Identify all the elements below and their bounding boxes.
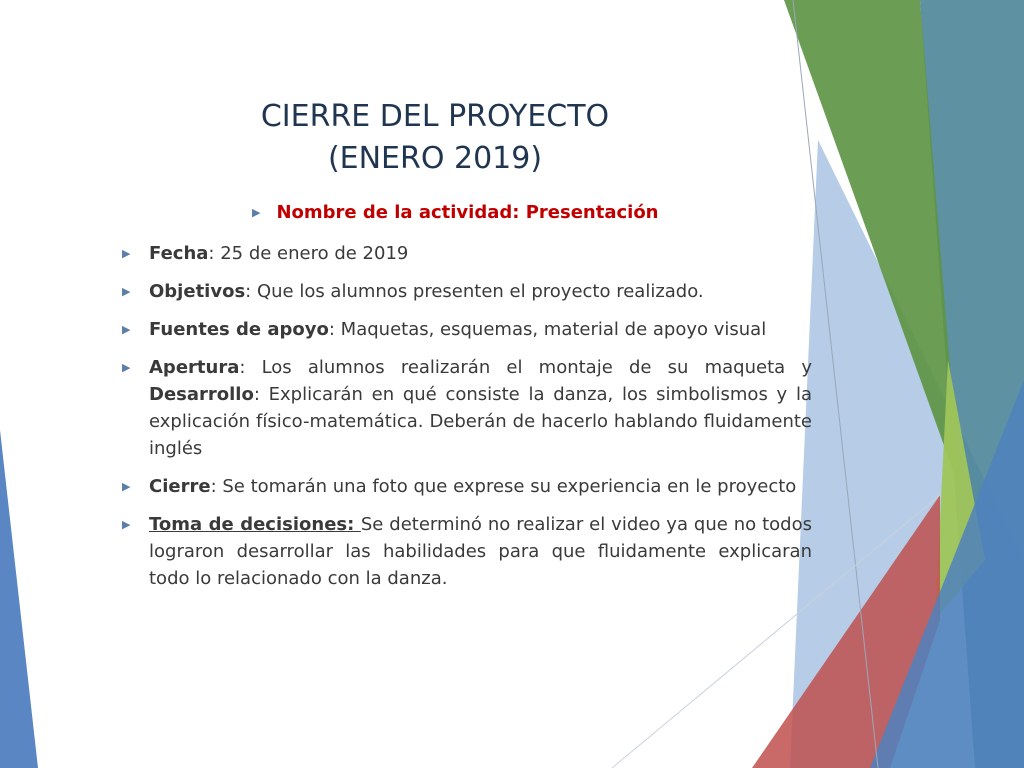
list-item-toma-decisiones bbox=[120, 511, 812, 592]
list-item-cierre bbox=[120, 473, 812, 500]
list-item-objetivos bbox=[120, 278, 812, 305]
item-text: : Maquetas, esquemas, material de apoyo visual bbox=[328, 319, 767, 340]
list-item-fuentes bbox=[120, 316, 812, 343]
slide-title bbox=[200, 96, 670, 180]
item-label: Apertura bbox=[149, 357, 240, 378]
item-label: Cierre bbox=[149, 476, 211, 497]
item-label-desarrollo: Desarrollo bbox=[149, 384, 254, 405]
item-text: : Que los alumnos presenten el proyecto realizado. bbox=[245, 281, 704, 302]
item-label: Fuentes de apoyo bbox=[149, 319, 329, 340]
item-label: Objetivos bbox=[149, 281, 246, 302]
item-text: : Se tomarán una foto que exprese su experiencia en le proyecto bbox=[210, 476, 797, 497]
activity-text: Nombre de la actividad: Presentación bbox=[276, 202, 659, 223]
detail-list bbox=[120, 240, 812, 603]
bullet-arrow-icon: ▶ bbox=[122, 285, 131, 298]
bullet-arrow-icon: ▶ bbox=[122, 518, 131, 531]
bullet-arrow-icon: ▶ bbox=[252, 206, 261, 219]
list-item-fecha bbox=[120, 240, 812, 267]
item-label: Toma de decisiones: bbox=[149, 514, 361, 535]
bullet-arrow-icon: ▶ bbox=[122, 323, 131, 336]
bullet-arrow-icon: ▶ bbox=[122, 480, 131, 493]
bullet-arrow-icon: ▶ bbox=[122, 247, 131, 260]
activity-name bbox=[252, 202, 722, 223]
title-line-1: CIERRE DEL PROYECTO bbox=[260, 99, 610, 134]
item-text-desarrollo: : Explicarán en qué consiste la danza, los simbolismos y la explicación físico-matemática. Deberán de hacerlo hablando fluidamente inglés bbox=[149, 384, 812, 459]
item-text: Se determinó no realizar el video ya que no todos lograron desarrollar las habilidades para que fluidamente explicaran todo lo relacionado con la danza. bbox=[149, 514, 813, 589]
item-text: : 25 de enero de 2019 bbox=[208, 243, 409, 264]
item-text: : Los alumnos realizarán el montaje de su maqueta y bbox=[239, 357, 812, 378]
left-blue-triangle bbox=[0, 430, 38, 768]
item-label: Fecha bbox=[149, 243, 209, 264]
bullet-arrow-icon: ▶ bbox=[122, 361, 131, 374]
list-item-apertura bbox=[120, 354, 812, 462]
title-line-2: (ENERO 2019) bbox=[327, 141, 543, 176]
